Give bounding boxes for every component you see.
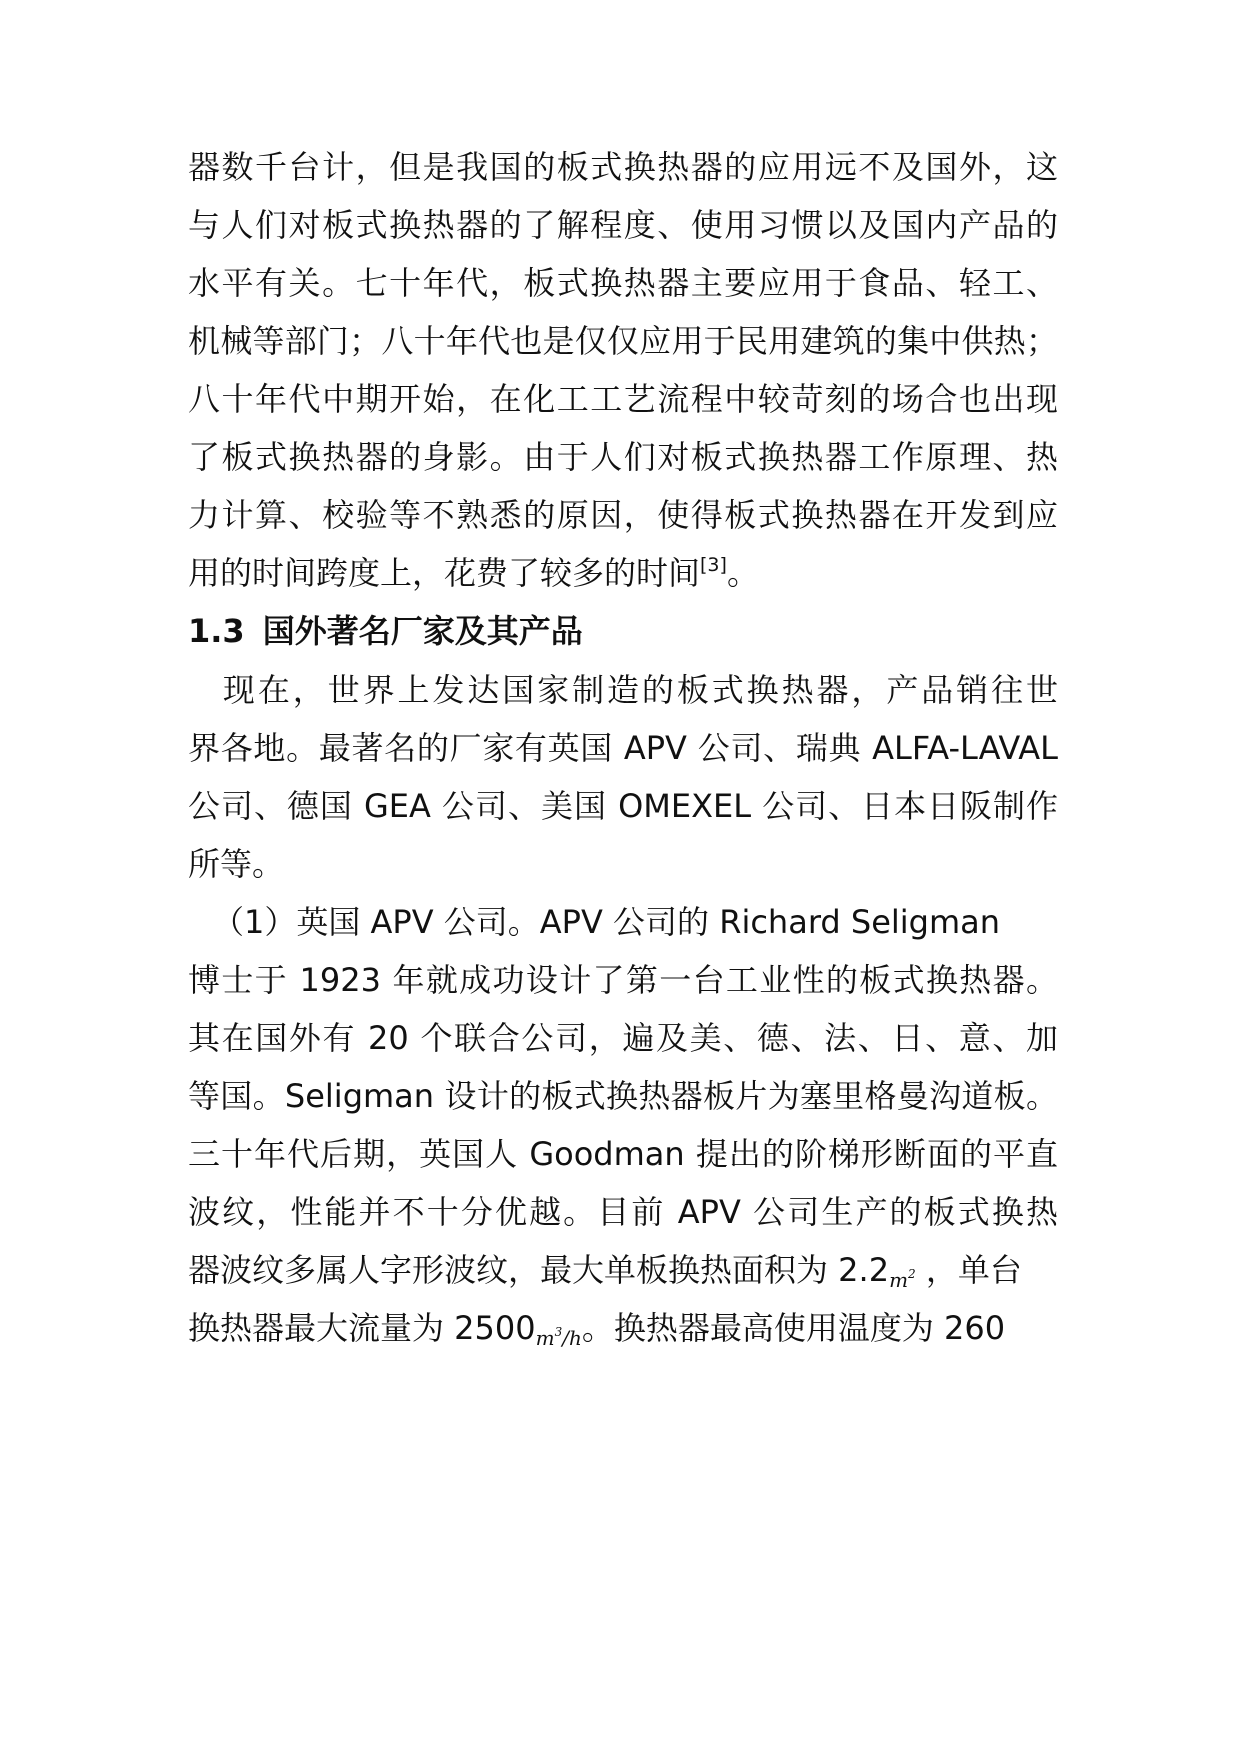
paragraph-line: 博士于 1923 年就成功设计了第一台工业性的板式换热器。 — [188, 961, 1058, 999]
unit-symbol: m — [889, 1268, 909, 1292]
unit-area — [889, 1268, 916, 1292]
paragraph-line: 等国。Seligman 设计的板式换热器板片为塞里格曼沟道板。 — [188, 1077, 1058, 1115]
paragraph-line: 其在国外有 20 个联合公司，遍及美、德、法、日、意、加 — [188, 1019, 1058, 1057]
paragraph-line: 与人们对板式换热器的了解程度、使用习惯以及国内产品的 — [188, 206, 1058, 244]
unit-exponent: 2 — [908, 1267, 916, 1281]
paragraph-line: 了板式换热器的身影。由于人们对板式换热器工作原理、热 — [188, 438, 1058, 476]
paragraph-text: ，单台 — [925, 1251, 1022, 1289]
paragraph-line: 水平有关。七十年代，板式换热器主要应用于食品、轻工、 — [188, 264, 1058, 302]
unit-symbol: m — [535, 1326, 555, 1350]
section-heading — [188, 602, 583, 660]
paragraph-line: 力计算、校验等不熟悉的原因，使得板式换热器在开发到应 — [188, 496, 1058, 534]
paragraph-line-with-unit — [188, 1299, 1058, 1357]
paragraph-line: （1）英国 APV 公司。APV 公司的 Richard Seligman — [212, 903, 1001, 941]
paragraph-line: 所等。 — [188, 845, 285, 883]
section-title: 国外著名厂家及其产品 — [262, 612, 583, 650]
paragraph-line: 现在，世界上发达国家制造的板式换热器，产品销往世 — [188, 671, 1058, 709]
paragraph-line: 器数千台计，但是我国的板式换热器的应用远不及国外，这 — [188, 148, 1058, 186]
paragraph-text: 。换热器最高使用温度为 260 — [581, 1309, 1006, 1347]
section-number: 1.3 — [188, 612, 245, 650]
unit-denominator: /h — [562, 1326, 582, 1350]
paragraph-text: 换热器最大流量为 2500 — [188, 1309, 536, 1347]
paragraph-text: 用的时间跨度上，花费了较多的时间 — [188, 554, 701, 592]
paragraph-line: 波纹，性能并不十分优越。目前 APV 公司生产的板式换热 — [188, 1193, 1058, 1231]
unit-flow — [536, 1326, 582, 1350]
paragraph-line: 八十年代中期开始，在化工工艺流程中较苛刻的场合也出现 — [188, 380, 1058, 418]
citation-reference: [3] — [700, 554, 727, 576]
unit-exponent: 3 — [554, 1325, 563, 1339]
paragraph-line: 界各地。最著名的厂家有英国 APV 公司、瑞典 ALFA-LAVAL — [188, 729, 1058, 767]
paragraph-end-punct: 。 — [726, 554, 759, 592]
paragraph-line: 三十年代后期，英国人 Goodman 提出的阶梯形断面的平直 — [188, 1135, 1058, 1173]
paragraph-text: 器波纹多属人字形波纹，最大单板换热面积为 2.2 — [188, 1251, 890, 1289]
paragraph-line-with-unit — [188, 1241, 1058, 1299]
paragraph-line: 公司、德国 GEA 公司、美国 OMEXEL 公司、日本日阪制作 — [188, 787, 1058, 825]
paragraph-line: 机械等部门；八十年代也是仅仅应用于民用建筑的集中供热； — [188, 322, 1058, 360]
paragraph-last-line — [188, 544, 1058, 602]
